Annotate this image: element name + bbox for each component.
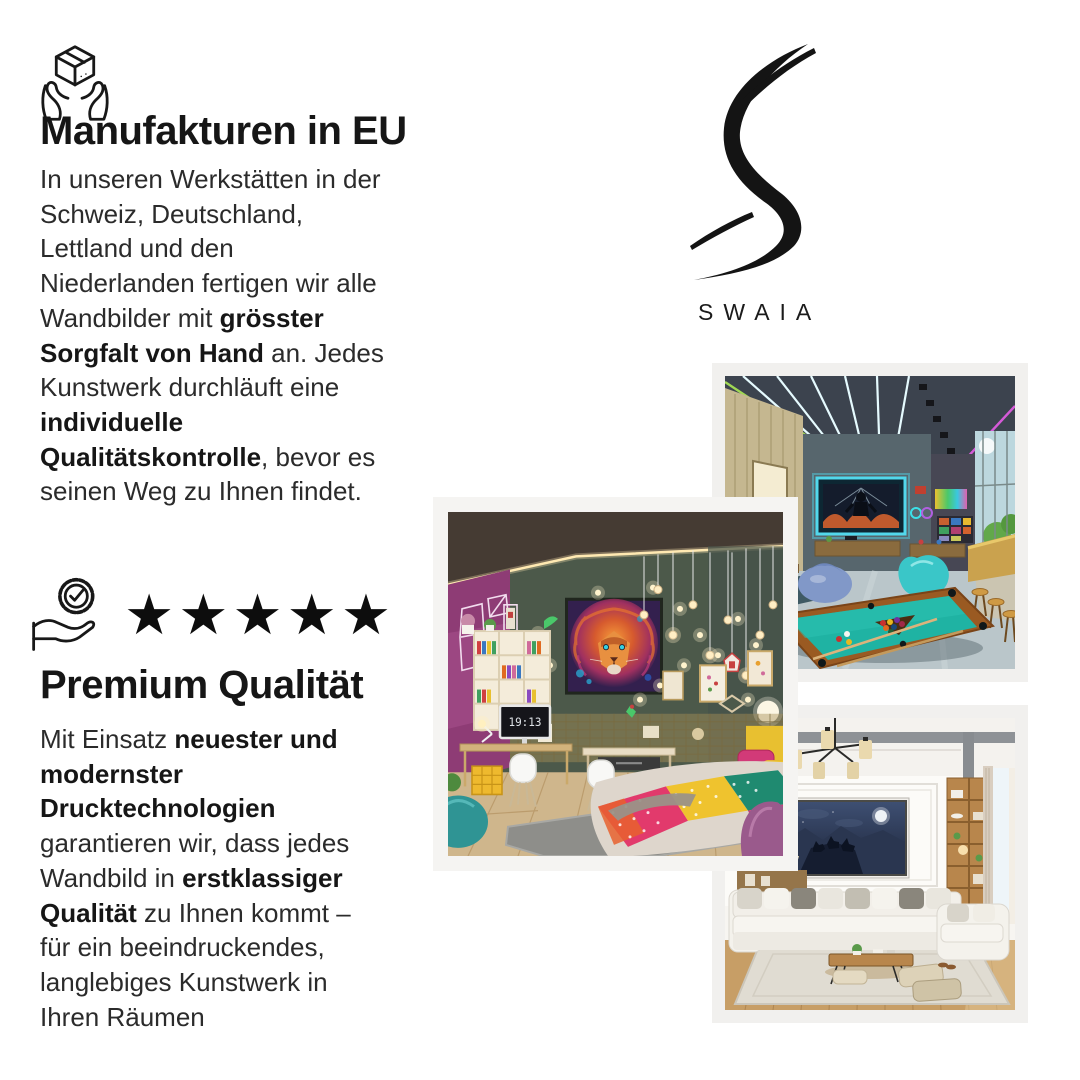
rainbow-poster	[935, 489, 967, 509]
manufacture-paragraph: In unseren Werkstätten in der Schweiz, Deutschland, Lettland und den Niederlanden fertigen wir alle Wandbilder mit grösster Sorgfalt von Hand an. Jedes Kunstwerk durchläuft eine individuelle Qualitätskontrolle, bevor es seinen Weg zu Ihnen findet.	[40, 164, 384, 507]
manufacture-heading: Manufakturen in EU	[40, 109, 407, 153]
tv-screen	[813, 474, 909, 538]
brand-logo	[688, 40, 820, 326]
yellow-crate	[472, 766, 502, 794]
photo-card-teen-bedroom	[433, 497, 798, 871]
wolf-canvas	[779, 798, 909, 878]
lion-canvas	[565, 598, 663, 695]
photo-teen-bedroom	[448, 512, 783, 856]
curtain	[983, 766, 993, 924]
hand-holding-medal-icon	[30, 574, 116, 656]
brand-logo-text: SWAIA	[698, 299, 822, 325]
red-sign	[915, 486, 926, 494]
quality-paragraph: Mit Einsatz neuester und modernster Drucktechnologien garantieren wir, dass jedes Wandbild in erstklassiger Qualität zu Ihnen kommt – für ein beeindruckendes, langlebiges Kunstwerk in Ihren Räumen	[40, 724, 351, 1032]
five-star-rating: ★★★★★	[124, 583, 396, 648]
monitor-clock: 19:13	[508, 715, 542, 729]
quality-heading: Premium Qualität	[40, 663, 364, 707]
swaia-s-mark	[688, 40, 820, 286]
collage-poster	[937, 516, 973, 543]
